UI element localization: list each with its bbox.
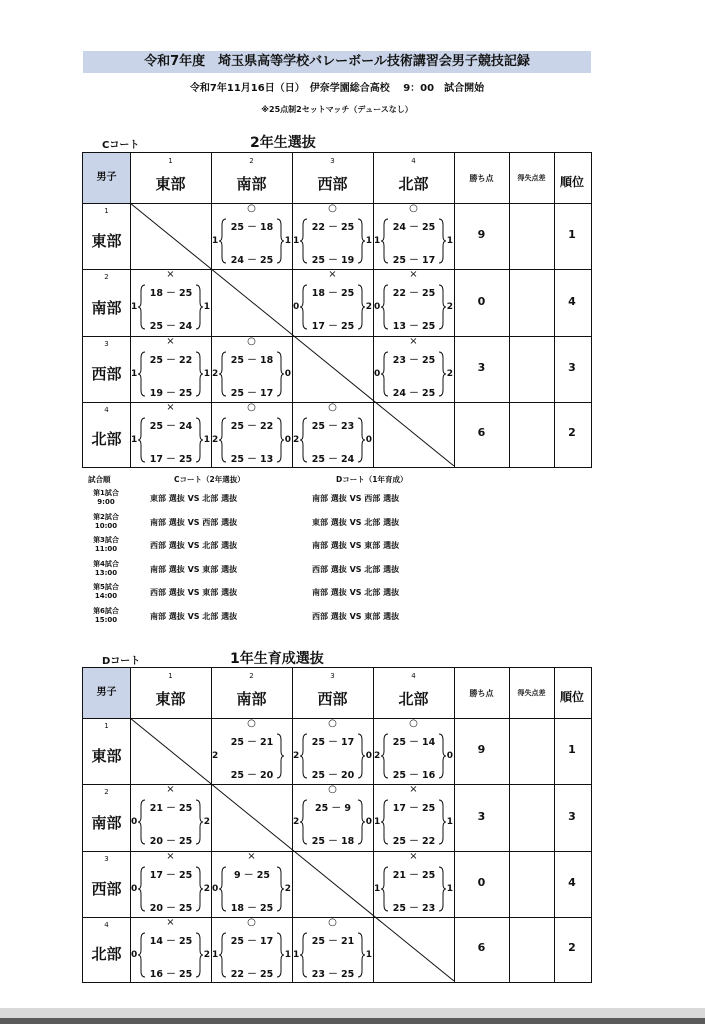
rank-value: 4 [568,294,576,308]
win-loss-mark: ○ [247,402,256,413]
game-time: 11:00 [94,545,118,553]
set2-score: 23 － 25 [311,969,355,980]
win-loss-mark: × [166,336,175,347]
set2-score: 25 － 24 [149,321,193,332]
win-loss-mark: ○ [409,718,418,729]
game-time: 14:00 [94,592,118,600]
win-loss-mark: ○ [409,203,418,214]
set2-score: 25 － 24 [311,454,355,465]
set2-score: 20 － 25 [149,903,193,914]
row-team-number: 3 [104,855,109,863]
column-team-number: 4 [411,157,416,165]
match-result-cell [373,784,454,851]
game-number: 第2試合 [93,512,119,521]
sets-won: 2 [293,435,300,445]
sets-won: 0 [131,950,138,960]
column-team-number: 1 [168,157,173,165]
sets-lost: 2 [203,884,210,894]
sets-lost: 2 [203,950,210,960]
column-team-name: 北部 [398,175,429,193]
win-points-header: 勝ち点 [469,689,494,698]
set1-score: 25 － 14 [392,737,436,748]
sets-lost: 0 [284,435,291,445]
set1-score: 17 － 25 [392,803,436,814]
point-diff-header: 得失点差 [517,174,546,182]
sets-lost: 2 [284,884,291,894]
win-loss-mark: ○ [328,917,337,928]
sets-won: 1 [293,236,300,246]
set2-score: 20 － 25 [149,836,193,847]
win-loss-mark: ○ [247,917,256,928]
schedule-c-header: Cコート（2年選抜） [174,475,245,484]
match-result-cell [373,203,454,269]
sets-won: 2 [293,751,300,761]
court-d-result-table [82,667,592,983]
rank-value: 3 [568,809,576,823]
sets-lost: 1 [446,884,453,894]
win-points-value: 9 [477,228,486,241]
column-team-name: 東部 [155,690,186,708]
win-loss-mark: × [166,917,175,928]
sets-won: 2 [212,435,219,445]
sets-won: 0 [131,884,138,894]
game-number: 第6試合 [93,606,119,615]
match-schedule [82,474,462,634]
row-team-number: 2 [104,788,109,796]
set1-score: 25 － 21 [311,936,355,947]
row-team-number: 1 [104,207,109,215]
game-number: 第4試合 [93,559,119,568]
date-venue-line: 令和7年11月16日（日） 伊奈学園総合高校 9：00 試合開始 [189,83,485,94]
sets-won: 0 [374,302,381,312]
set2-score: 16 － 25 [149,969,193,980]
game-slot [86,489,126,507]
sets-won: 2 [374,751,381,761]
court-c-title: 2年生選抜 [250,135,316,151]
win-loss-mark: × [166,851,175,862]
sets-won: 2 [293,817,300,827]
rank-value: 2 [568,426,576,439]
match-result-cell [211,851,292,917]
column-team-number: 3 [330,157,335,165]
row-team-name: 西部 [91,365,122,383]
sets-won: 1 [374,236,381,246]
win-loss-mark: ○ [247,718,256,729]
court-d-matchup: 南部 選抜 VS 東部 選抜 [312,541,400,550]
column-team-number: 4 [411,672,416,680]
set2-score: 17 － 25 [149,454,193,465]
set1-score: 22 － 25 [392,288,436,299]
row-team-number: 1 [104,722,109,730]
sets-lost: 2 [365,302,372,312]
win-loss-mark: × [409,784,418,795]
set2-score: 25 － 20 [311,770,355,781]
sets-lost: 1 [446,817,453,827]
sets-won: 0 [212,884,219,894]
court-c-matchup: 東部 選抜 VS 北部 選抜 [150,494,238,503]
corner-label: 男子 [96,687,117,698]
win-loss-mark: × [409,269,418,280]
set1-score: 24 － 25 [392,222,436,233]
point-diff-header: 得失点差 [517,689,546,697]
win-points-header: 勝ち点 [469,174,494,183]
row-team-name: 北部 [91,430,122,448]
viewer-bottom-bar [0,1008,705,1024]
set1-score: 25 － 17 [230,936,274,947]
sets-lost: 2 [203,817,210,827]
set2-score: 25 － 17 [230,388,274,399]
set2-score: 25 － 23 [392,903,436,914]
match-result-cell [292,402,373,466]
court-d-matchup: 東部 選抜 VS 北部 選抜 [312,517,400,527]
win-loss-mark: ○ [247,203,256,214]
set1-score: 17 － 25 [149,870,193,881]
win-loss-mark: × [328,269,337,280]
set1-score: 25 － 22 [230,421,274,432]
set1-score: 25 － 18 [230,355,274,366]
schedule-d-header: Dコート（1年育成） [336,475,408,484]
sets-won: 2 [212,751,219,761]
column-team-number: 2 [249,672,254,680]
match-result-cell [292,917,373,981]
game-time: 9:00 [97,498,115,506]
column-team-name: 西部 [317,175,348,193]
sets-lost: 1 [203,435,210,445]
match-result-cell [292,718,373,784]
row-team-name: 南部 [91,813,122,832]
row-team-name: 東部 [91,747,122,765]
set2-score: 25 － 19 [311,255,355,266]
set1-score: 21 － 25 [149,803,193,814]
sets-won: 2 [212,369,219,379]
scroll-strip [0,1018,705,1024]
match-result-cell [130,917,211,981]
sets-lost: 2 [446,369,453,379]
sets-won: 1 [212,236,219,246]
match-result-cell [211,203,292,269]
court-d-matchup: 西部 選抜 VS 北部 選抜 [312,564,400,574]
match-result-cell [130,269,211,336]
set2-score: 17 － 25 [311,321,355,332]
match-result-cell [373,851,454,917]
set2-score: 24 － 25 [392,388,436,399]
column-team-number: 3 [330,672,335,680]
sets-lost: 0 [365,817,372,827]
sets-lost: 0 [365,751,372,761]
sets-won: 1 [374,884,381,894]
sets-lost: 2 [446,302,453,312]
rank-value: 3 [568,361,576,374]
sets-won: 1 [131,435,138,445]
row-team-name: 西部 [91,880,122,898]
set1-score: 9 － 25 [234,870,270,881]
column-team-name: 東部 [155,175,186,193]
sets-won: 1 [293,950,300,960]
court-c-matchup: 西部 選抜 VS 北部 選抜 [150,541,238,550]
win-points-value: 9 [477,743,486,756]
game-slot [86,513,126,531]
win-loss-mark: × [166,269,175,280]
court-c-result-table [82,152,592,468]
match-result-cell [130,851,211,917]
set1-score: 25 － 22 [149,355,193,366]
game-slot [86,607,126,625]
game-time: 13:00 [94,568,118,577]
sets-lost: 1 [203,369,210,379]
win-points-value: 6 [477,941,486,954]
sets-won: 1 [212,950,219,960]
rank-value: 1 [568,743,576,756]
column-team-number: 2 [249,157,254,165]
set2-score: 25 － 20 [230,770,274,781]
win-loss-mark: × [166,402,175,413]
set2-score: 22 － 25 [230,969,274,980]
column-team-name: 南部 [236,690,267,708]
win-points-value: 3 [477,361,486,374]
column-team-name: 南部 [236,175,267,193]
sets-won: 0 [131,817,138,827]
win-loss-mark: ○ [328,718,337,729]
set2-score: 19 － 25 [149,388,193,399]
win-loss-mark: ○ [247,336,256,347]
set2-score: 25 － 18 [311,836,355,847]
game-slot [86,560,126,578]
game-time: 10:00 [94,521,118,530]
set2-score: 18 － 25 [230,903,274,914]
sets-lost: 0 [284,369,291,379]
match-result-cell [211,917,292,981]
win-loss-mark: ○ [328,784,337,795]
row-team-name: 東部 [91,232,122,250]
row-team-name: 北部 [91,945,122,963]
row-team-name: 南部 [91,298,122,317]
match-result-cell [211,718,292,784]
match-result-cell [292,269,373,336]
row-team-number: 3 [104,340,109,348]
win-points-value: 0 [477,876,486,889]
set2-score: 25 － 16 [392,770,436,781]
set1-score: 25 － 18 [230,222,274,233]
court-d-matchup: 南部 選抜 VS 北部 選抜 [312,588,400,597]
win-loss-mark: × [409,851,418,862]
rank-header: 順位 [559,690,584,704]
set1-score: 22 － 25 [311,222,355,233]
sets-lost: 0 [446,751,453,761]
sets-lost: 1 [284,950,291,960]
game-number: 第3試合 [93,536,119,544]
sets-lost: 1 [203,302,210,312]
set1-score: 23 － 25 [392,355,436,366]
sets-lost: 1 [365,950,372,960]
win-points-value: 6 [477,426,486,439]
sets-lost: 1 [446,236,453,246]
sets-won: 0 [293,302,300,312]
court-d-title: 1年生育成選抜 [230,651,324,667]
set2-score: 25 － 22 [392,836,436,847]
game-time: 15:00 [94,615,118,624]
rank-header: 順位 [559,175,584,189]
win-loss-mark: × [409,336,418,347]
set1-score: 18 － 25 [311,288,355,299]
game-slot [86,536,126,554]
schedule-label: 試合順 [88,475,111,484]
match-result-cell [130,784,211,851]
set2-score: 25 － 13 [230,454,274,465]
sets-lost: 1 [284,236,291,246]
set1-score: 25 － 17 [311,737,355,748]
game-slot [86,583,126,601]
corner-label: 男子 [96,172,117,183]
game-number: 第5試合 [93,583,119,591]
set1-score: 21 － 25 [392,870,436,881]
court-c-matchup: 西部 選抜 VS 東部 選抜 [150,588,238,597]
win-points-value: 0 [477,294,486,308]
document-title: 令和7年度 埼玉県高等学校バレーボール技術講習会男子競技記録 [83,51,591,73]
set2-score: 24 － 25 [230,255,274,266]
match-result-cell [373,336,454,402]
court-c-matchup: 南部 選抜 VS 北部 選抜 [150,611,238,621]
row-team-number: 2 [104,273,109,281]
sets-won: 1 [131,369,138,379]
set1-score: 25 － 24 [149,421,193,432]
court-c-label: Cコート [102,140,140,151]
court-d-matchup: 南部 選抜 VS 西部 選抜 [312,494,400,503]
win-loss-mark: ○ [328,203,337,214]
column-team-number: 1 [168,672,173,680]
match-result-cell [292,784,373,851]
match-result-cell [211,402,292,466]
set1-score: 25 － 21 [230,737,274,748]
row-team-number: 4 [104,921,109,929]
court-c-matchup: 南部 選抜 VS 東部 選抜 [150,564,238,574]
win-points-value: 3 [477,809,486,823]
rank-value: 2 [568,941,576,954]
set2-score: 25 － 17 [392,255,436,266]
court-d-matchup: 西部 選抜 VS 東部 選抜 [312,611,400,621]
sets-lost: 1 [365,236,372,246]
game-number: 第1試合 [93,489,119,497]
set1-score: 25 － 23 [311,421,355,432]
sets-won: 0 [374,369,381,379]
rank-value: 1 [568,228,576,241]
set1-score: 25 － 9 [315,803,351,814]
match-result-cell [292,203,373,269]
win-loss-mark: ○ [328,402,337,413]
match-result-cell [130,402,211,466]
sets-won: 1 [131,302,138,312]
match-result-cell [373,269,454,336]
rank-value: 4 [568,876,576,889]
win-loss-mark: × [247,851,256,862]
match-result-cell [130,336,211,402]
match-result-cell [211,336,292,402]
set2-score: 13 － 25 [392,321,436,332]
court-c-matchup: 南部 選抜 VS 西部 選抜 [150,517,238,527]
column-team-name: 西部 [317,690,348,708]
rule-note: ※25点制2セットマッチ（デュースなし） [261,105,413,114]
column-team-name: 北部 [398,690,429,708]
set1-score: 14 － 25 [149,936,193,947]
sets-won: 1 [374,817,381,827]
match-result-cell [373,718,454,784]
set1-score: 18 － 25 [149,288,193,299]
court-d-label: Dコート [102,656,141,667]
win-loss-mark: × [166,784,175,795]
row-team-number: 4 [104,406,109,414]
sets-lost: 0 [365,435,372,445]
